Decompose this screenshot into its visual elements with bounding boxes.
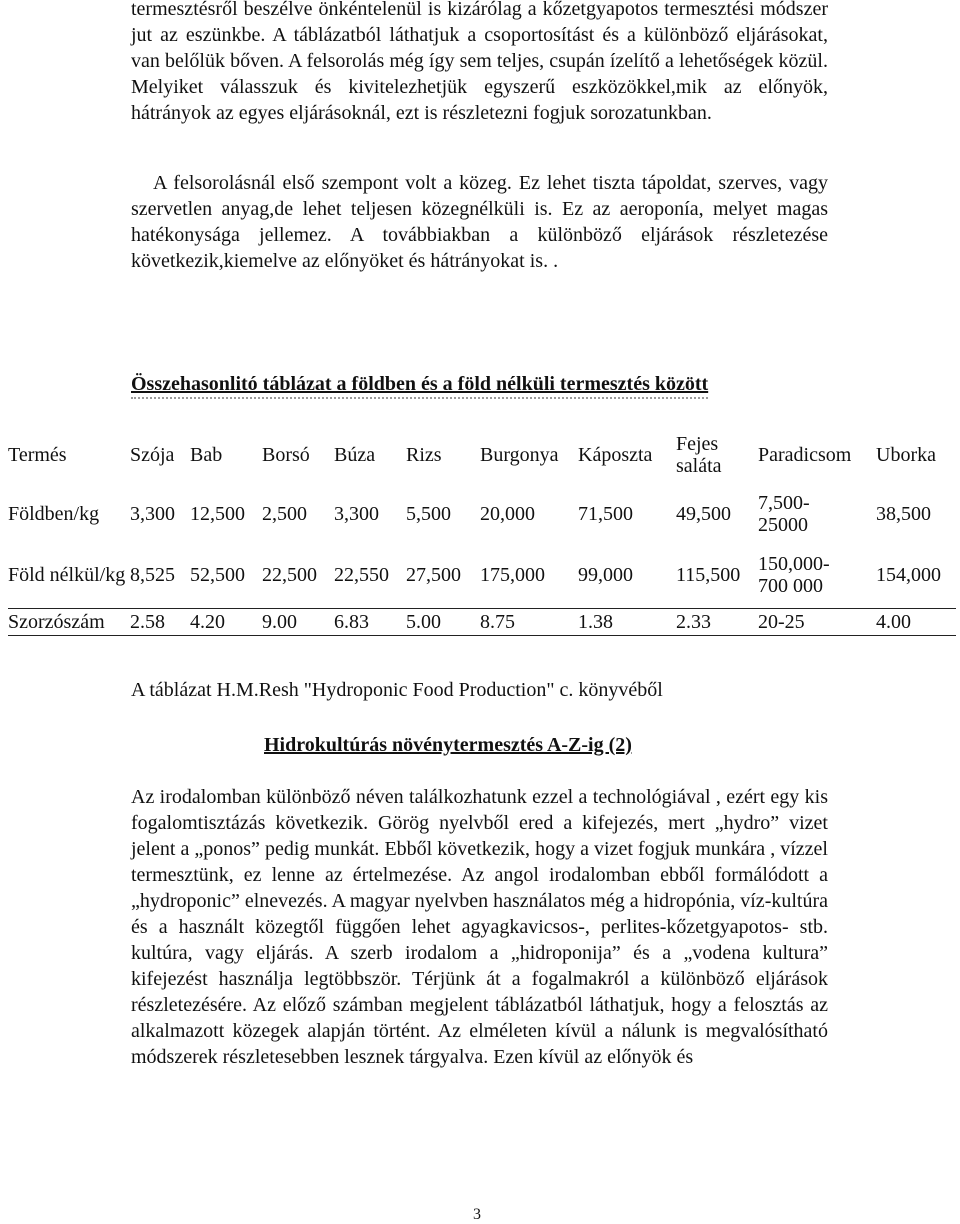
value-cell: 71,500: [578, 503, 633, 525]
header-crop-cell: Paradicsom: [758, 444, 852, 466]
value-cell: 5.00: [406, 609, 480, 636]
table-caption: A táblázat H.M.Resh "Hydroponic Food Production" c. könyvéből: [131, 679, 663, 701]
table-header-row: [8, 424, 956, 486]
section-paragraph: Az irodalomban különböző néven találkozhatunk ezzel a technológiával , ezért egy kis fogalomtisztázás következik. Görög nyelvből ered a kifejezés, mert „hydro” vizet jelent a „ponos” pedig munkát. Ebből következik, hogy a vizet fogjuk munkára , vízzel termesztünk, ez lenne az értelmezése. Az angol irodalomban ebből formálódott a „hydroponic” elnevezés. A magyar nyelvben használatos még a hidropónia, víz-kultúra és a használt közegtől függően lehet agyagkavicsos-, perlites-kőzetgyapotos- stb. kultúra, vagy eljárás. A szerb irodalom a „hidroponija” és a „vodena kultura” kifejezést használja legtöbbször. Térjünk át a fogalmakról a különböző eljárások részletezésére. Az előző számban megjelent táblázatból láthatjuk, hogy a felosztás az alkalmazott közegek alapján történt. Az elméleten kívül a nálunk is megvalósítható módszerek részletesebben lesznek tárgyalva. Ezen kívül az előnyök és: [131, 786, 828, 1068]
value-cell: 27,500: [406, 564, 461, 586]
value-cell: 8.75: [480, 609, 578, 636]
comparison-table: [8, 424, 956, 636]
value-cell: 9.00: [262, 609, 334, 636]
table-title: Összehasonlitó táblázat a földben és a föld nélküli termesztés között: [131, 372, 708, 399]
value-cell: 38,500: [876, 503, 931, 525]
value-cell: 1.38: [578, 609, 676, 636]
header-crop-cell: Szója: [130, 444, 175, 466]
value-cell: 150,000- 700 000: [758, 553, 830, 597]
value-cell: 22,550: [334, 564, 389, 586]
value-cell: 3,300: [334, 503, 379, 525]
value-cell: 2.58: [130, 609, 190, 636]
value-cell: 175,000: [480, 564, 545, 586]
header-crop-cell: Uborka: [876, 444, 936, 466]
table-row: [8, 609, 956, 636]
value-cell: 12,500: [190, 503, 245, 525]
row-label-cell: Szorzószám: [8, 609, 130, 636]
value-cell: 3,300: [130, 503, 175, 525]
value-cell: 20-25: [758, 609, 876, 636]
header-label-cell: Termés: [8, 444, 67, 466]
header-crop-cell: Rizs: [406, 444, 442, 466]
value-cell: 5,500: [406, 503, 451, 525]
value-cell: 4.20: [190, 609, 262, 636]
header-crop-cell: Káposzta: [578, 444, 653, 466]
value-cell: 7,500- 25000: [758, 492, 810, 536]
value-cell: 49,500: [676, 503, 731, 525]
row-label-cell: Földben/kg: [8, 503, 100, 525]
header-crop-cell: Búza: [334, 444, 376, 466]
value-cell: 154,000: [876, 564, 941, 586]
body-paragraph-1: termesztésről beszélve önkéntelenül is kizárólag a kőzetgyapotos termesztési módszer jut az eszünkbe. A táblázatból láthatjuk a csoportosítást és a különböző eljárásokat, van belőlük bőven. A felsorolás még így sem teljes, csupán ízelítő a lehetőségek közül. Melyiket válasszuk és kivitelezhetjük egyszerű eszközökkel,mik az előnyök, hátrányok az egyes eljárásoknál, ezt is részletezni fogjuk sorozatunkban.: [131, 0, 828, 124]
body-paragraph-2: A felsorolásnál első szempont volt a közeg. Ez lehet tiszta tápoldat, szerves, vagy szervetlen anyag,de lehet teljesen közegnélküli is. Ez az aeroponía, melyet magas hatékonysága jellemez. A továbbiakban a különböző eljárások részletezése következik,kiemelve az előnyöket és hátrányokat is. .: [131, 172, 828, 272]
value-cell: 52,500: [190, 564, 245, 586]
value-cell: 20,000: [480, 503, 535, 525]
header-crop-cell: Burgonya: [480, 444, 559, 466]
value-cell: 6.83: [334, 609, 406, 636]
value-cell: 8,525: [130, 564, 175, 586]
value-cell: 4.00: [876, 609, 956, 636]
header-crop-cell: Bab: [190, 444, 223, 466]
row-label-cell: Föld nélkül/kg: [8, 564, 126, 586]
table-row: [8, 542, 956, 609]
value-cell: 115,500: [676, 564, 741, 586]
value-cell: 2.33: [676, 609, 758, 636]
table-row: [8, 486, 956, 542]
section-title: Hidrokultúrás növénytermesztés A-Z-ig (2): [264, 734, 632, 756]
value-cell: 99,000: [578, 564, 633, 586]
header-crop-cell: Borsó: [262, 444, 310, 466]
page-number: 3: [473, 1206, 481, 1223]
value-cell: 2,500: [262, 503, 307, 525]
value-cell: 22,500: [262, 564, 317, 586]
header-crop-cell: Fejes saláta: [676, 433, 722, 477]
